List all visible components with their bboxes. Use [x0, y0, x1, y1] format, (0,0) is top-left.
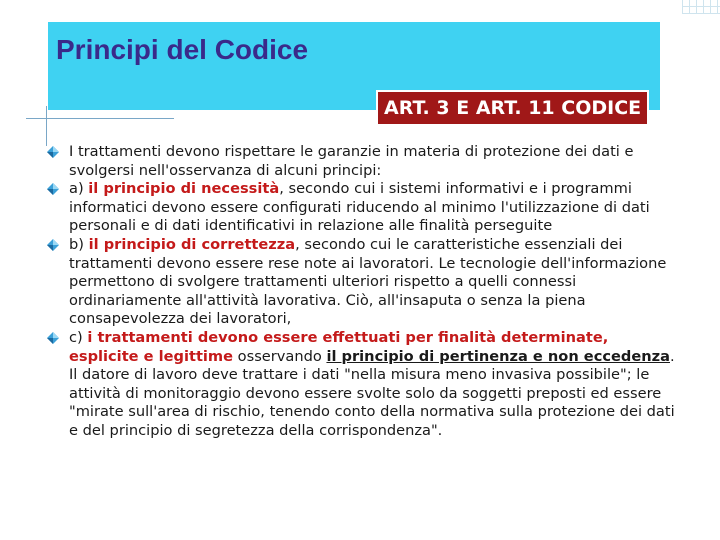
decorative-rule-horizontal [26, 118, 174, 119]
list-item [46, 180, 676, 236]
item-rest: , secondo cui i sistemi informativi e i programmi informatici devono essere configurati riducendo al minimo l'utilizzazione di dati personali e di dati identificativi in relazione alle finalità perseguite [69, 180, 650, 235]
item-rest: , secondo cui le caratteristiche essenziali dei trattamenti devono essere rese note ai lavoratori. Le tecnologie dell'informazione permettono di svolgere trattamenti ulteriori rispetto a quelli connessi ordinariamente all'attività lavorativa. Ciò, all'insaputa o senza la piena consapevolezza dei lavoratori, [69, 235, 667, 328]
slide-subtitle: ART. 3 E ART. 11 CODICE [378, 92, 647, 124]
diamond-bullet-icon [46, 238, 60, 252]
item-prefix: a) [69, 180, 89, 198]
list-item [46, 329, 676, 441]
item-highlight: il principio di necessità [88, 180, 280, 198]
diamond-bullet-icon [46, 331, 60, 345]
item-rest: . Il datore di lavoro deve trattare i dati "nella misura meno invasiva possibile"; le attività di monitoraggio devono essere svolte solo da soggetti preposti ed essere "mirate sull'area di rischio, tenendo conto della normativa sulla protezione dei dati e del principio di segretezza della corrispondenza". [69, 347, 675, 439]
item-highlight: i trattamenti devono essere effettuati per finalità determinate, esplicite e legittime [69, 328, 609, 365]
principles-list [46, 143, 676, 441]
list-item [46, 143, 676, 180]
diamond-bullet-icon [46, 145, 60, 159]
item-mid: osservando [233, 347, 327, 365]
item-prefix: b) [69, 235, 89, 253]
diamond-bullet-icon [46, 182, 60, 196]
decorative-rule-vertical [46, 106, 47, 146]
item-underlined: il principio di pertinenza e non eccedenza [326, 347, 670, 365]
decorative-corner-grid [682, 0, 720, 14]
slide-title: Principi del Codice [56, 34, 309, 65]
item-text: I trattamenti devono rispettare le garanzie in materia di protezione dei dati e svolgersi nell'osservanza di alcuni principi: [69, 143, 634, 179]
item-highlight: il principio di correttezza [88, 235, 296, 253]
item-prefix: c) [69, 328, 88, 346]
list-item [46, 236, 676, 329]
